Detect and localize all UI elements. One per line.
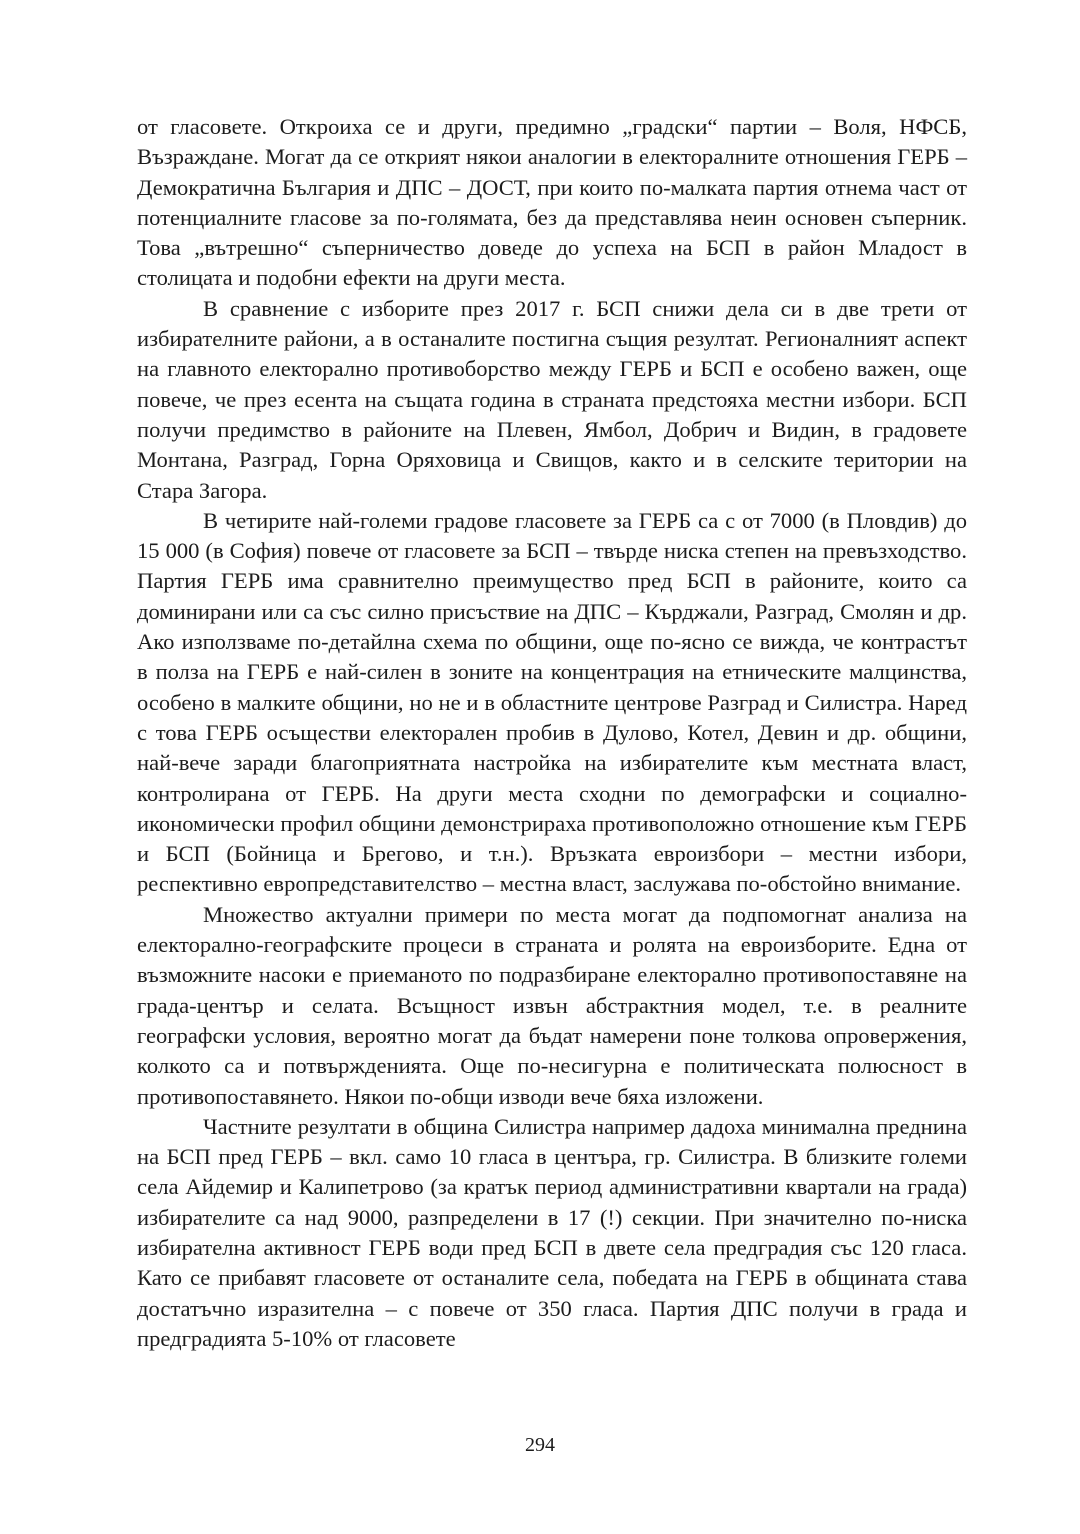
page-number: 294 [525, 1434, 555, 1456]
paragraph-largest-cities: В четирите най-големи градове гласовете за ГЕРБ са с от 7000 (в Пловдив) до 15 000 (в София) повече от гласовете за БСП – твърде ниска степен на превъзходство. Партия ГЕРБ има сравнително преимущество пред БСП в районите, които са доминирани или са със силно присъствие на ДПС – Кърджали, Разград, Смолян и др. Ако използваме по-детайлна схема по общини, още по-ясно се вижда, че контрастът в полза на ГЕРБ е най-силен в зоните на концентрация на етническите малцинства, особено в малките общини, но не и в областните центрове Разград и Силистра. Наред с това ГЕРБ осъществи електорален пробив в Дулово, Котел, Девин и др. общини, най-вече заради благоприятната настройка на избирателите към местната власт, контролирана от ГЕРБ. На други места сходни по демографски и социално-икономически профил общини демонстрираха противоположно отношение към ГЕРБ и БСП (Бойница и Брегово, и т.н.). Връзката евроизбори – местни избори, респективно европредставителство – местна власт, заслужава по-обстойно внимание. [137, 507, 967, 897]
paragraph-silistra-results: Частните резултати в община Силистра например дадоха минимална преднина на БСП пред ГЕРБ – вкл. само 10 гласа в центъра, гр. Силистра. В близките големи села Айдемир и Калипетрово (за кратък период административни квартали на града) избирателите са над 9000, разпределени в 17 (!) секции. При значително по-ниска избирателна активност ГЕРБ води пред БСП в двете села предградия със 120 гласа. Като се прибавят гласовете от останалите села, победата на ГЕРБ в общината става достатъчно изразителна – с повече от 350 гласа. Партия ДПС получи в града и предградията 5-10% от гласовете [137, 1113, 967, 1351]
paragraph-local-examples: Множество актуални примери по места могат да подпомогнат анализа на електорално-географските процеси в страната и ролята на евроизборите. Една от възможните насоки е приеманото по подразбиране електорално противопоставяне на града-център и селата. Всъщност извън абстрактния модел, т.е. в реалните географски условия, вероятно могат да бъдат намерени поне толкова опровержения, колкото са и потвържденията. Още по-несигурна е политическата полюсност в противопоставянето. Някои по-общи изводи вече бяха изложени. [137, 901, 967, 1109]
paragraph-regional-comparison: В сравнение с изборите през 2017 г. БСП снижи дела си в две трети от избирателните райони, а в останалите постигна същия резултат. Регионалният аспект на главното електорално противоборство между ГЕРБ и БСП е особено важен, още повече, че през есента на същата година в страната предстояха местни избори. БСП получи предимство в районите на Плевен, Ямбол, Добрич и Видин, в градовете Монтана, Разград, Горна Оряховица и Свищов, както и в селските територии на Стара Загора. [137, 295, 967, 503]
paragraph-continuation: от гласовете. Откроиха се и други, предимно „градски“ партии – Воля, НФСБ, Възраждане. Могат да се открият някои аналогии в електоралните отношения ГЕРБ – Демократична България и ДПС – ДОСТ, при които по-малката партия отнема част от потенциалните гласове за по-голямата, без да представлява неин основен съперник. Това „вътрешно“ съперничество доведе до успеха на БСП в район Младост в столицата и подобни ефекти на други места. [137, 114, 967, 291]
page-body [137, 112, 967, 1354]
